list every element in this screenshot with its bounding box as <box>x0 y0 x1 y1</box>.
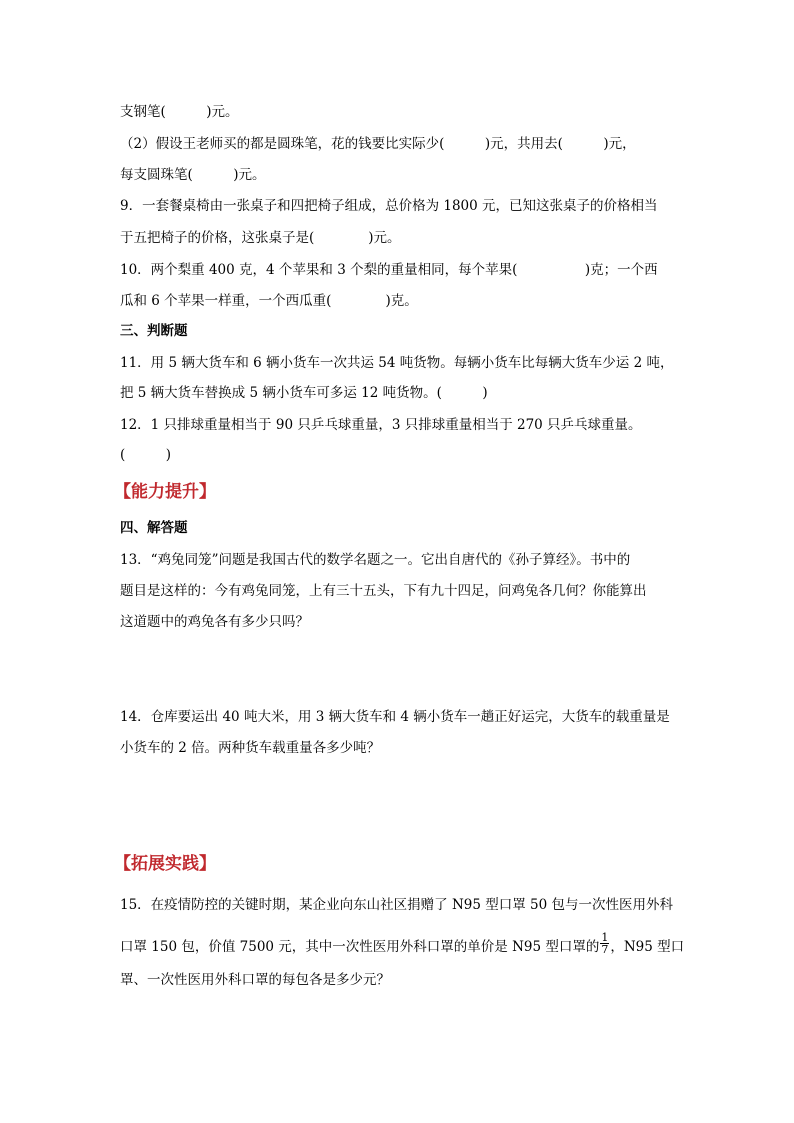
question-15-line-1: 15．在疫情防控的关键时期，某企业向东山社区捐赠了 N95 型口罩 50 包与一次性医用外科 <box>120 897 674 913</box>
section-title-extended-practice: 【拓展实践】 <box>114 854 216 874</box>
section-heading-true-false: 三、判断题 <box>120 323 188 339</box>
question-13-line-1: 13．“鸡兔同笼”问题是我国古代的数学名题之一。它出自唐代的《孙子算经》。书中的 <box>120 552 631 568</box>
question-14-line-1: 14．仓库要运出 40 吨大米，用 3 辆大货车和 4 辆小货车一趟正好运完，大货车的载重量是 <box>120 709 670 725</box>
question-12-line-1: 12．1 只排球重量相当于 90 只乒乓球重量，3 只排球重量相当于 270 只乒乓球重量。 <box>120 417 642 433</box>
question-14-line-2: 小货车的 2 倍。两种货车载重量各多少吨？ <box>120 740 381 756</box>
question-11-line-1: 11．用 5 辆大货车和 6 辆小货车一次共运 54 吨货物。每辆小货车比每辆大货车少运 2 吨， <box>120 355 674 371</box>
answer-line-pen-price: 支钢笔( )元。 <box>120 104 239 120</box>
fraction-one-seventh <box>600 932 609 955</box>
question-11-line-2: 把 5 辆大货车替换成 5 辆小货车可多运 12 吨货物。( ) <box>120 385 488 401</box>
fraction-denominator: 7 <box>601 943 609 956</box>
question-10-line-1: 10．两个梨重 400 克，4 个苹果和 3 个梨的重量相同，每个苹果( )克；一个西 <box>120 262 658 278</box>
question-15-line-2-text: 口罩 150 包，价值 7500 元，其中一次性医用外科口罩的单价是 N95 型口罩的 <box>120 939 600 955</box>
question-15-line-3: 罩、一次性医用外科口罩的每包各是多少元？ <box>120 972 390 988</box>
section-heading-word-problems: 四、解答题 <box>120 520 188 536</box>
question-13-line-3: 这道题中的鸡兔各有多少只吗？ <box>120 614 309 630</box>
section-title-ability-improvement: 【能力提升】 <box>114 482 216 502</box>
question-15-line-2-tail: ，N95 型口 <box>610 939 685 955</box>
question-10-line-2: 瓜和 6 个苹果一样重，一个西瓜重( )克。 <box>120 293 418 309</box>
fraction-numerator: 1 <box>601 931 609 944</box>
question-8-part-2-cont: 每支圆珠笔( )元。 <box>120 167 266 183</box>
question-12-answer-paren: ( ) <box>120 447 172 463</box>
question-13-line-2: 题目是这样的：今有鸡兔同笼，上有三十五头，下有九十四足，问鸡兔各几何？你能算出 <box>120 583 647 599</box>
question-8-part-2: （2）假设王老师买的都是圆珠笔，花的钱要比实际少( )元，共用去( )元， <box>120 136 636 152</box>
question-9-line-2: 于五把椅子的价格，这张桌子是( )元。 <box>120 230 401 246</box>
question-15-line-2 <box>120 931 685 959</box>
question-9-line-1: 9．一套餐桌椅由一张桌子和四把椅子组成，总价格为 1800 元，已知这张桌子的价格相当 <box>120 198 658 214</box>
